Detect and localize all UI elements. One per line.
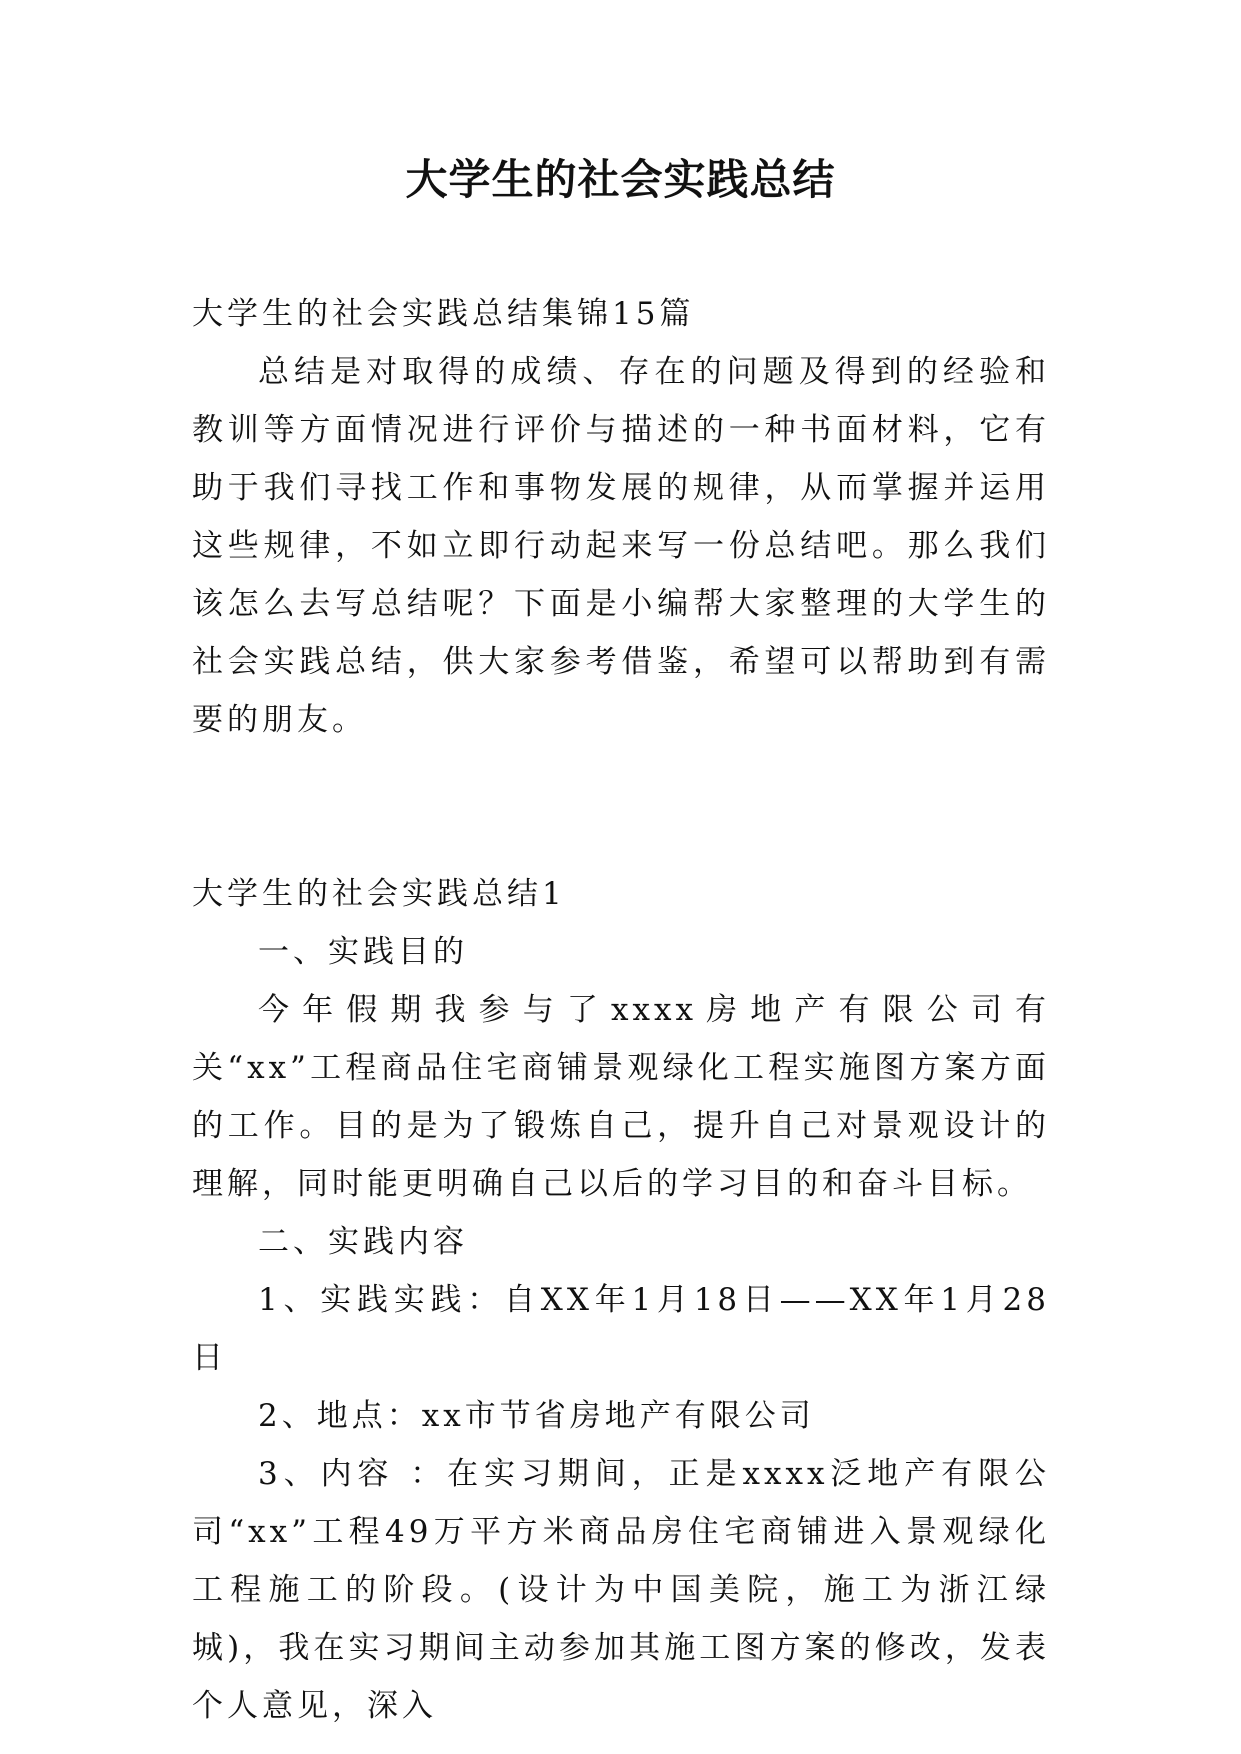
content-item-time: 1、实践实践：自XX年1月18日——XX年1月28日 (192, 1282, 1050, 1376)
purpose-heading: 一、实践目的 (258, 934, 468, 970)
purpose-paragraph: 今年假期我参与了xxxx房地产有限公司有关“xx”工程商品住宅商铺景观绿化工程实施图方案方面的工作。目的是为了锻炼自己，提升自己对景观设计的理解，同时能更明确自己以后的学习目的和奋斗目标。 (192, 992, 1050, 1202)
document-body (192, 285, 1050, 1735)
content-heading: 二、实践内容 (258, 1224, 468, 1260)
content-item-details: 3、内容 ：在实习期间，正是xxxx泛地产有限公司“xx”工程49万平方米商品房住宅商铺进入景观绿化工程施工的阶段。(设计为中国美院，施工为浙江绿城)，我在实习期间主动参加其施工图方案的修改，发表个人意见，深入 (192, 1456, 1050, 1724)
intro-paragraph: 总结是对取得的成绩、存在的问题及得到的经验和教训等方面情况进行评价与描述的一种书面材料，它有助于我们寻找工作和事物发展的规律，从而掌握并运用这些规律，不如立即行动起来写一份总结吧。那么我们该怎么去写总结呢？下面是小编帮大家整理的大学生的社会实践总结，供大家参考借鉴，希望可以帮助到有需要的朋友。 (192, 354, 1050, 738)
document-title: 大学生的社会实践总结 (405, 155, 836, 204)
section-spacer (192, 749, 1050, 865)
document-subtitle: 大学生的社会实践总结集锦15篇 (192, 296, 695, 332)
section-heading: 大学生的社会实践总结1 (192, 876, 566, 912)
content-item-location: 2、地点：xx市节省房地产有限公司 (258, 1398, 815, 1434)
